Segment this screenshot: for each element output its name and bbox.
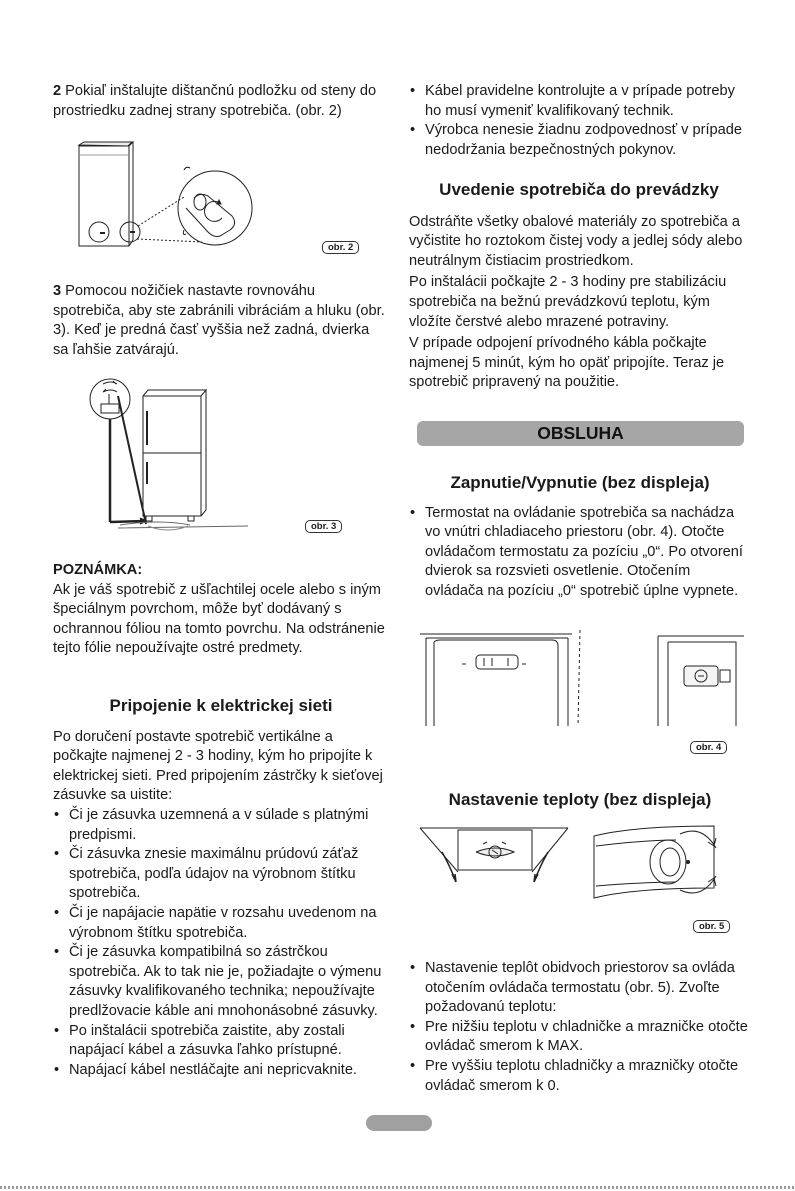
list-item: • Či je zásuvka uzemnená a v súlade s platnými predpismi. (53, 806, 389, 845)
bottom-dotted-rule (0, 1186, 795, 1189)
power-intro: Po doručení postavte spotrebič vertikálne a počkajte najmenej 2 - 3 hodiny, kým ho pripojíte k elektrickej sieti. Pred pripojením zástrčky k sieťovej zásuvke sa uistite: (53, 728, 383, 804)
list-item: • Nastavenie teplôt obidvoch priestorov sa ovláda otočením ovládača termostatu (obr. 5). Zvoľte požadovanú teplotu: (409, 959, 751, 1018)
startup-paragraph: V prípade odpojení prívodného kábla počkajte najmenej 5 minút, kým ho opäť pripojíte. Teraz je spotrebič pripravený na použitie. (409, 335, 725, 391)
temperature-bullets (409, 959, 751, 1096)
figure-4-thermostat-inside-illustration (418, 628, 744, 726)
onoff-heading: Zapnutie/Vypnutie (bez displeja) (450, 473, 710, 492)
list-item: • Či je zásuvka kompatibilná so zástrčkou spotrebiča. Ak to tak nie je, požiadajte o výmenu zásuvky kvalifikovaného technika; nepoužívajte predlžovacie káble ani mnohonásobné zásuvky. (53, 943, 389, 1021)
figure-5-thermostat-dial-illustration (418, 824, 744, 900)
list-item: • Výrobca nenesie žiadnu zodpovednosť v prípade nedodržania bezpečnostných pokynov. (409, 121, 749, 160)
startup-section (409, 180, 749, 393)
temperature-heading: Nastavenie teploty (bez displeja) (448, 790, 712, 809)
temperature-section (409, 790, 751, 810)
step-3-text: Pomocou nožičiek nastavte rovnováhu spotrebiča, aby ste zabránili vibráciám a hluku (obr. 3). Keď je predná časť vyššia než zadná, dvierka sa ľahšie zatvárajú. (53, 283, 385, 358)
list-item: • Pre nižšiu teplotu v chladničke a mrazničke otočte ovládač smerom k MAX. (409, 1018, 751, 1057)
note-block (53, 561, 388, 659)
cable-bullet-list (409, 82, 749, 160)
power-bullet-list (53, 806, 389, 1080)
note-title: POZNÁMKA: (53, 562, 143, 578)
onoff-section (409, 473, 751, 602)
figure-3-label: obr. 3 (305, 520, 342, 533)
startup-paragraph: Po inštalácii počkajte 2 - 3 hodiny pre stabilizáciu spotrebiča na bežnú prevádzkovú teplotu, kým vložíte čerstvé alebo mrazené potraviny. (409, 274, 727, 330)
section-banner-obsluha: OBSLUHA (417, 421, 744, 446)
figure-3-leveling-illustration (88, 372, 288, 537)
right-top-bullets (409, 82, 749, 160)
step-3-paragraph (53, 282, 388, 360)
list-item: • Či je napájacie napätie v rozsahu uvedenom na výrobnom štítku spotrebiča. (53, 904, 389, 943)
note-text: Ak je váš spotrebič z ušľachtilej ocele alebo s iným špeciálnym povrchom, môže byť dodávaný s ochrannou fóliou na tomto povrchu. Na odstránenie tejto fólie nepoužívajte ostré predmety. (53, 581, 385, 657)
list-item: • Pre vyššiu teplotu chladničky a mrazničky otočte ovládač smerom k 0. (409, 1057, 751, 1096)
figure-4-label: obr. 4 (690, 741, 727, 754)
startup-heading: Uvedenie spotrebiča do prevádzky (439, 180, 719, 199)
power-heading: Pripojenie k elektrickej sieti (109, 696, 333, 715)
startup-paragraph: Odstráňte všetky obalové materiály zo spotrebiča a vyčistite ho roztokom čistej vody a jedlej sódy alebo neutrálnym čistiacim prostriedkom. (409, 213, 743, 269)
figure-2-label: obr. 2 (322, 241, 359, 254)
step-2-paragraph (53, 82, 383, 121)
page-number-pill (366, 1115, 432, 1131)
figure-2-spacer-illustration (72, 140, 267, 255)
step-2-text: Pokiaľ inštalujte dištančnú podložku od steny do prostriedku zadnej strany spotrebiča. (obr. 2) (53, 83, 377, 119)
list-item: • Napájací kábel nestláčajte ani nepricvaknite. (53, 1061, 389, 1081)
list-item: • Či zásuvka znesie maximálnu prúdovú záťaž spotrebiča, podľa údajov na výrobnom štítku spotrebiča. (53, 845, 389, 904)
step-3-number: 3 (53, 283, 62, 299)
onoff-bullet-list (409, 504, 751, 602)
left-column (53, 82, 383, 121)
list-item: • Termostat na ovládanie spotrebiča sa nachádza vo vnútri chladiaceho priestoru (obr. 4). Otočte ovládačom termostatu za pozíciu „0“. Po otvorení dvierok sa rozsvieti osvetlenie. Otočením ovládača na pozíciu „0“ spotrebič úplne vypnete. (409, 504, 751, 602)
list-item: • Kábel pravidelne kontrolujte a v prípade potreby ho musí vymeniť kvalifikovaný technik. (409, 82, 749, 121)
step-2-number: 2 (53, 83, 62, 99)
step-3-block (53, 282, 388, 360)
temperature-bullet-list (409, 959, 751, 1096)
list-item: • Po inštalácii spotrebiča zaistite, aby zostali napájací kábel a zásuvka ľahko prístupné. (53, 1022, 389, 1061)
figure-5-label: obr. 5 (693, 920, 730, 933)
power-section (53, 696, 389, 1080)
